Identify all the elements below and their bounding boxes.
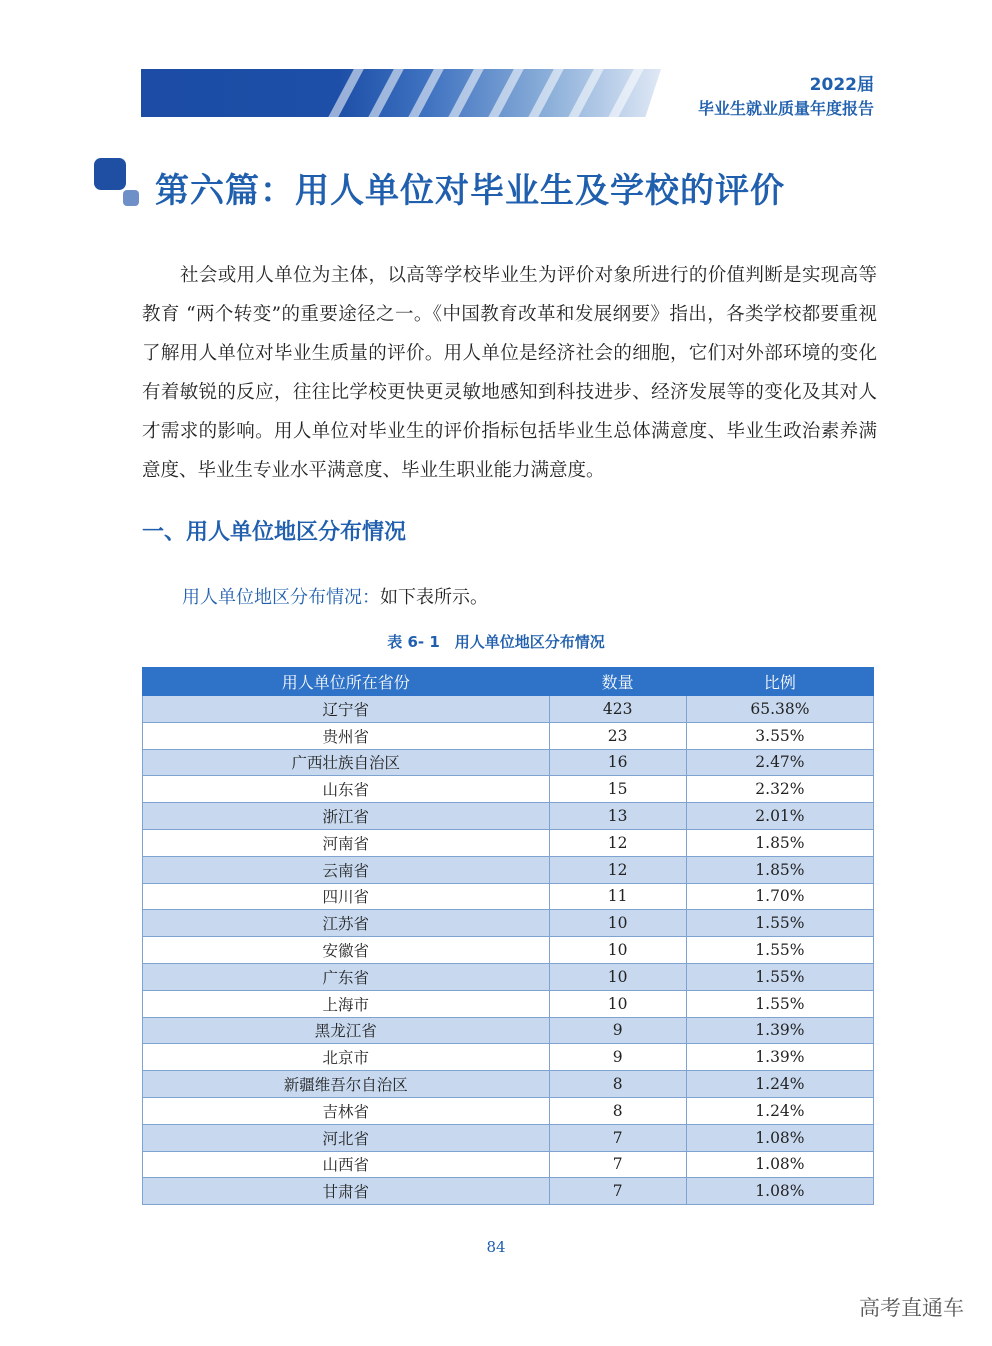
table-header-row (143, 668, 874, 696)
count-cell: 8 (549, 1097, 686, 1124)
count-cell: 15 (549, 776, 686, 803)
province-cell: 山西省 (143, 1151, 550, 1178)
table-row (143, 722, 874, 749)
watermark: 高考直通车 (859, 1296, 964, 1320)
table-row (143, 1097, 874, 1124)
intro-paragraph: 社会或用人单位为主体，以高等学校毕业生为评价对象所进行的价值判断是实现高等教育 “两个转变”的重要途径之一。《中国教育改革和发展纲要》指出，各类学校都要重视了解用人单位对毕业生质量的评价。用人单位是经济社会的细胞，它们对外部环境的变化有着敏锐的反应，往往比学校更快更灵敏地感知到科技进步、经济发展等的变化及其对人才需求的影响。用人单位对毕业生的评价指标包括毕业生总体满意度、毕业生政治素养满意度、毕业生专业水平满意度、毕业生职业能力满意度。 (142, 265, 877, 481)
table-row (143, 829, 874, 856)
table-row (143, 990, 874, 1017)
ratio-cell: 1.08% (686, 1151, 873, 1178)
lead-label: 用人单位地区分布情况： (182, 587, 380, 608)
header-count: 数量 (549, 668, 686, 696)
province-cell: 甘肃省 (143, 1178, 550, 1205)
count-cell: 16 (549, 749, 686, 776)
count-cell: 423 (549, 696, 686, 723)
table-row (143, 803, 874, 830)
table-row (143, 856, 874, 883)
count-cell: 8 (549, 1071, 686, 1098)
province-cell: 云南省 (143, 856, 550, 883)
table-row (143, 749, 874, 776)
province-cell: 河北省 (143, 1124, 550, 1151)
ratio-cell: 1.55% (686, 990, 873, 1017)
ratio-cell: 1.55% (686, 963, 873, 990)
page-number: 84 (486, 1238, 506, 1256)
province-cell: 吉林省 (143, 1097, 550, 1124)
ratio-cell: 1.39% (686, 1017, 873, 1044)
table-row (143, 696, 874, 723)
lead-line (182, 583, 488, 609)
table-row (143, 963, 874, 990)
count-cell: 9 (549, 1017, 686, 1044)
province-cell: 广西壮族自治区 (143, 749, 550, 776)
table-row (143, 776, 874, 803)
count-cell: 10 (549, 937, 686, 964)
province-cell: 江苏省 (143, 910, 550, 937)
count-cell: 11 (549, 883, 686, 910)
ratio-cell: 1.85% (686, 829, 873, 856)
region-distribution-table (142, 667, 874, 1205)
ratio-cell: 2.01% (686, 803, 873, 830)
province-cell: 黑龙江省 (143, 1017, 550, 1044)
province-cell: 山东省 (143, 776, 550, 803)
header-province: 用人单位所在省份 (143, 668, 550, 696)
province-cell: 四川省 (143, 883, 550, 910)
table-row (143, 910, 874, 937)
province-cell: 北京市 (143, 1044, 550, 1071)
province-cell: 辽宁省 (143, 696, 550, 723)
ratio-cell: 2.32% (686, 776, 873, 803)
province-cell: 浙江省 (143, 803, 550, 830)
table-caption: 表 6- 1 用人单位地区分布情况 (387, 633, 605, 651)
count-cell: 23 (549, 722, 686, 749)
count-cell: 7 (549, 1151, 686, 1178)
province-cell: 广东省 (143, 963, 550, 990)
table-row (143, 1178, 874, 1205)
chapter-square-icon (94, 158, 144, 210)
ratio-cell: 1.24% (686, 1097, 873, 1124)
header-report-title: 毕业生就业质量年度报告 (697, 99, 874, 118)
table-row (143, 1124, 874, 1151)
ratio-cell: 1.39% (686, 1044, 873, 1071)
province-cell: 上海市 (143, 990, 550, 1017)
table-row (143, 1071, 874, 1098)
count-cell: 7 (549, 1124, 686, 1151)
ratio-cell: 1.08% (686, 1178, 873, 1205)
ratio-cell: 1.08% (686, 1124, 873, 1151)
province-cell: 新疆维吾尔自治区 (143, 1071, 550, 1098)
province-cell: 安徽省 (143, 937, 550, 964)
lead-text: 如下表所示。 (380, 587, 488, 608)
province-cell: 河南省 (143, 829, 550, 856)
count-cell: 13 (549, 803, 686, 830)
count-cell: 10 (549, 963, 686, 990)
province-cell: 贵州省 (143, 722, 550, 749)
count-cell: 12 (549, 856, 686, 883)
table-row (143, 937, 874, 964)
count-cell: 10 (549, 910, 686, 937)
header-ratio: 比例 (686, 668, 873, 696)
section-heading: 一、用人单位地区分布情况 (142, 520, 407, 545)
ratio-cell: 1.55% (686, 937, 873, 964)
ratio-cell: 1.55% (686, 910, 873, 937)
table-row (143, 1044, 874, 1071)
ratio-cell: 65.38% (686, 696, 873, 723)
ratio-cell: 1.24% (686, 1071, 873, 1098)
ratio-cell: 1.85% (686, 856, 873, 883)
table-row (143, 1151, 874, 1178)
count-cell: 10 (549, 990, 686, 1017)
header-stripes (300, 69, 661, 117)
count-cell: 9 (549, 1044, 686, 1071)
ratio-cell: 3.55% (686, 722, 873, 749)
count-cell: 12 (549, 829, 686, 856)
chapter-title: 第六篇：用人单位对毕业生及学校的评价 (155, 171, 785, 211)
table-row (143, 883, 874, 910)
table-row (143, 1017, 874, 1044)
ratio-cell: 1.70% (686, 883, 873, 910)
ratio-cell: 2.47% (686, 749, 873, 776)
count-cell: 7 (549, 1178, 686, 1205)
header-year: 2022届 (809, 75, 874, 95)
